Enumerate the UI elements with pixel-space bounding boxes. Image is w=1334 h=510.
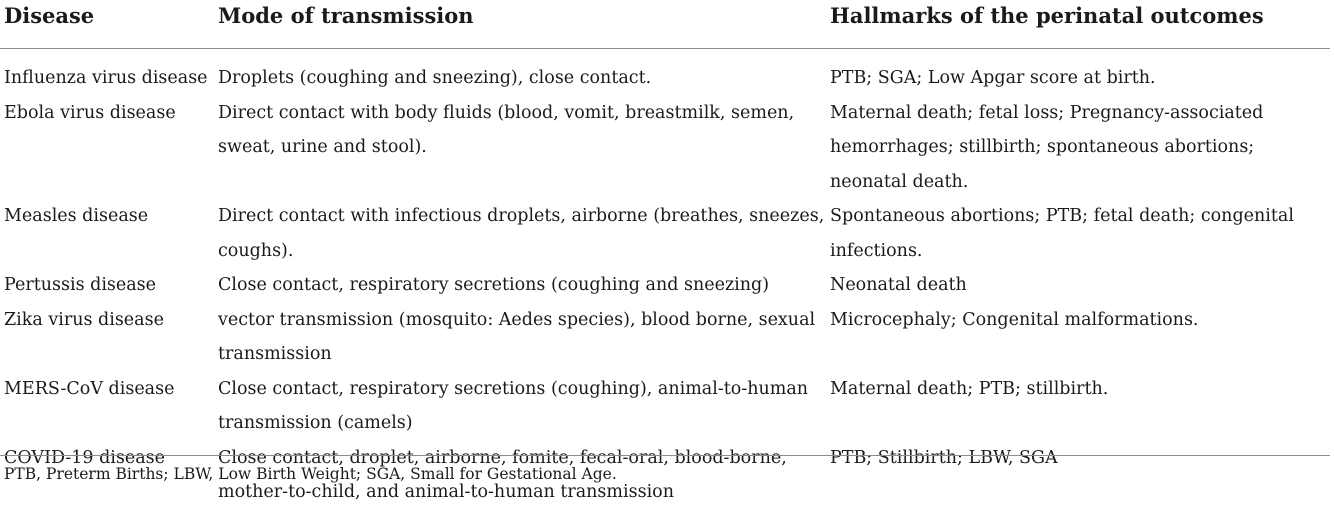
table-row: [0, 372, 1330, 441]
outcomes-cell: PTB; Stillbirth; LBW, SGA: [830, 447, 1058, 468]
transmission-cell: Direct contact with body fluids (blood, vomit, breastmilk, semen, sweat, urine and stool).: [218, 102, 795, 157]
table-header-row: [0, 0, 1330, 49]
table-row: [0, 268, 1330, 303]
outcomes-cell: Maternal death; fetal loss; Pregnancy-associated hemorrhages; stillbirth; spontaneous abortions; neonatal death.: [830, 102, 1264, 192]
table-row: [0, 96, 1330, 200]
transmission-cell: Close contact, respiratory secretions (coughing), animal-to-human transmission (camels): [218, 378, 809, 433]
transmission-cell: Direct contact with infectious droplets, airborne (breathes, sneezes, coughs).: [218, 206, 825, 261]
disease-cell: Zika virus disease: [4, 309, 164, 330]
outcomes-cell: Microcephaly; Congenital malformations.: [830, 309, 1199, 330]
disease-cell: Influenza virus disease: [4, 68, 208, 88]
header-perinatal-outcomes: Hallmarks of the perinatal outcomes: [830, 3, 1264, 28]
outcomes-cell: Spontaneous abortions; PTB; fetal death; congenital infections.: [830, 206, 1294, 261]
disease-cell: COVID-19 disease: [4, 447, 165, 468]
table-row: [0, 49, 1330, 96]
outcomes-cell: Neonatal death: [830, 275, 967, 295]
table-row: [0, 303, 1330, 372]
disease-cell: Pertussis disease: [4, 275, 157, 295]
outcomes-cell: Maternal death; PTB; stillbirth.: [830, 378, 1109, 399]
outcomes-cell: PTB; SGA; Low Apgar score at birth.: [830, 68, 1156, 88]
disease-cell: MERS-CoV disease: [4, 378, 175, 399]
header-disease: Disease: [4, 3, 95, 28]
table-bottom-rule: [0, 455, 1330, 456]
transmission-cell: Close contact, droplet, airborne, fomite, fecal-oral, blood-borne, mother-to-child, and animal-to-human transmission: [218, 447, 787, 502]
transmission-cell: Droplets (coughing and sneezing), close contact.: [218, 68, 652, 88]
table-row: [0, 199, 1330, 268]
table-footnote: PTB, Preterm Births; LBW, Low Birth Weight; SGA, Small for Gestational Age.: [4, 465, 617, 483]
header-mode-of-transmission: Mode of transmission: [218, 3, 474, 28]
disease-cell: Measles disease: [4, 206, 149, 226]
disease-cell: Ebola virus disease: [4, 102, 176, 123]
transmission-cell: vector transmission (mosquito: Aedes species), blood borne, sexual transmission: [218, 309, 816, 364]
transmission-cell: Close contact, respiratory secretions (coughing and sneezing): [218, 275, 770, 295]
